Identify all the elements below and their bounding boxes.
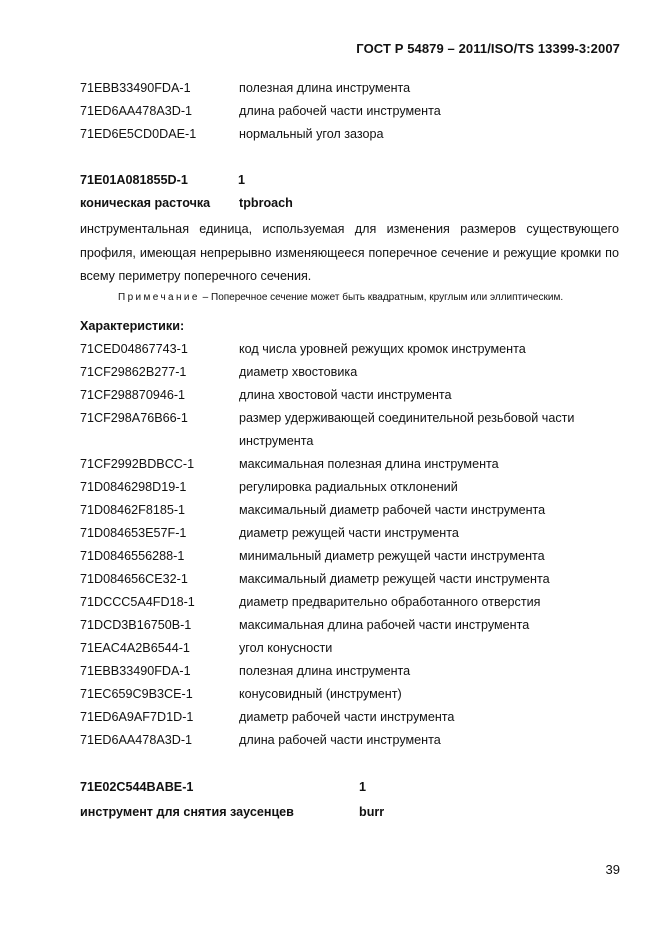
item-description: диаметр режущей части инструмента — [239, 526, 459, 540]
item-code: 71EBB33490FDA-1 — [80, 81, 191, 95]
characteristic-row — [80, 500, 620, 520]
item-code: 71DCD3B16750B-1 — [80, 618, 192, 632]
item-code: 71D08462F8185-1 — [80, 503, 186, 517]
item-code: 71D0846556288-1 — [80, 549, 185, 563]
characteristic-row — [80, 730, 620, 750]
item-code: 71D084656CE32-1 — [80, 572, 188, 586]
item-description: максимальный диаметр режущей части инструмента — [239, 572, 550, 586]
characteristic-row — [80, 523, 620, 543]
entry-code: 71E02C544BABE-1 — [80, 780, 194, 794]
characteristic-row — [80, 477, 620, 497]
item-description: минимальный диаметр режущей части инструмента — [239, 549, 545, 563]
term-russian: коническая расточка — [80, 196, 211, 210]
item-code: 71EBB33490FDA-1 — [80, 664, 191, 678]
item-code: 71CF298A76B66-1 — [80, 411, 188, 425]
item-code: 71D0846298D19-1 — [80, 480, 187, 494]
characteristic-row — [80, 638, 620, 658]
item-code: 71EAC4A2B6544-1 — [80, 641, 190, 655]
characteristic-row — [80, 339, 620, 359]
item-description: полезная длина инструмента — [239, 664, 411, 678]
item-description: диаметр хвостовика — [239, 365, 358, 379]
list-item — [80, 78, 620, 98]
item-code: 71ED6E5CD0DAE-1 — [80, 127, 197, 141]
item-code: 71CF29862B277-1 — [80, 365, 187, 379]
item-description: угол конусности — [239, 641, 333, 655]
characteristic-row — [80, 707, 620, 727]
document-header: ГОСТ Р 54879 – 2011/ISO/TS 13399-3:2007 — [356, 41, 620, 56]
item-code: 71CED04867743-1 — [80, 342, 188, 356]
item-description: максимальный диаметр рабочей части инструмента — [239, 503, 546, 517]
entry-version: 1 — [238, 173, 246, 187]
term-english: burr — [359, 805, 385, 819]
entry-version: 1 — [359, 780, 367, 794]
item-description: код числа уровней режущих кромок инструмента — [239, 342, 526, 356]
entry-heading — [80, 170, 620, 190]
characteristic-row — [80, 408, 620, 452]
item-description: длина рабочей части инструмента — [239, 733, 441, 747]
characteristic-row — [80, 546, 620, 566]
characteristics-title: Характеристики: — [80, 319, 185, 333]
characteristic-row — [80, 661, 620, 681]
item-code: 71DCCC5A4FD18-1 — [80, 595, 195, 609]
item-code: 71EC659C9B3CE-1 — [80, 687, 193, 701]
entry-heading — [80, 777, 620, 797]
entry-term — [80, 802, 620, 822]
characteristic-row — [80, 385, 620, 405]
item-description: длина рабочей части инструмента — [239, 104, 441, 118]
item-description: длина хвостовой части инструмента — [239, 388, 452, 402]
item-description: нормальный угол зазора — [239, 127, 384, 141]
characteristic-row — [80, 454, 620, 474]
item-code: 71CF2992BDBCC-1 — [80, 457, 195, 471]
term-english: tpbroach — [239, 196, 293, 210]
item-code: 71ED6AA478A3D-1 — [80, 104, 193, 118]
characteristic-row — [80, 684, 620, 704]
item-description: максимальная полезная длина инструмента — [239, 457, 499, 471]
list-item — [80, 101, 620, 121]
item-code: 71CF298870946-1 — [80, 388, 186, 402]
characteristic-row — [80, 592, 620, 612]
note-text: – Поперечное сечение может быть квадратным, круглым или эллиптическим. — [199, 292, 564, 303]
item-description: диаметр предварительно обработанного отверстия — [239, 595, 541, 609]
page-number: 39 — [605, 862, 620, 877]
characteristic-row — [80, 615, 620, 635]
note-label: Примечание — [118, 292, 200, 303]
entry-term — [80, 193, 620, 213]
list-item — [80, 124, 620, 144]
entry-note — [118, 291, 563, 305]
item-code: 71ED6A9AF7D1D-1 — [80, 710, 194, 724]
term-russian: инструмент для снятия заусенцев — [80, 805, 294, 819]
item-code: 71D084653E57F-1 — [80, 526, 187, 540]
item-description: диаметр рабочей части инструмента — [239, 710, 455, 724]
item-description: конусовидный (инструмент) — [239, 687, 402, 701]
characteristic-row — [80, 569, 620, 589]
item-description: полезная длина инструмента — [239, 81, 411, 95]
entry-code: 71E01A081855D-1 — [80, 173, 188, 187]
item-description: размер удерживающей соединительной резьбовой части инструмента — [239, 411, 575, 448]
item-description: максимальная длина рабочей части инструмента — [239, 618, 530, 632]
characteristic-row — [80, 362, 620, 382]
item-code: 71ED6AA478A3D-1 — [80, 733, 193, 747]
item-description: регулировка радиальных отклонений — [239, 480, 458, 494]
entry-definition: инструментальная единица, используемая для изменения размеров существующего профиля, имеющая непрерывно изменяющееся поперечное сечение и режущие кромки по всему периметру поперечного сечения. — [80, 222, 619, 283]
